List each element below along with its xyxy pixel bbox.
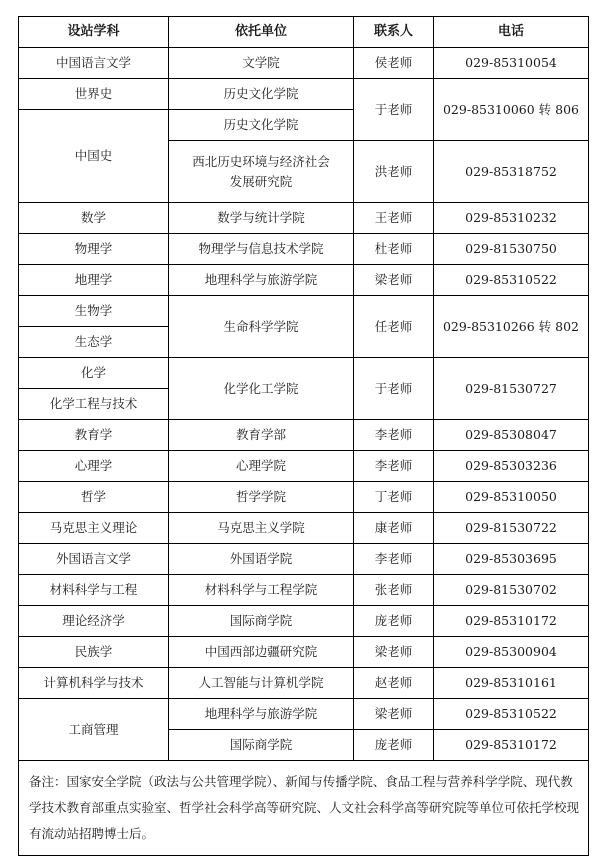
phone-cell: 029-85308047 (434, 420, 589, 451)
discipline-cell: 理论经济学 (19, 606, 169, 637)
table-row (19, 544, 589, 575)
table-row (19, 420, 589, 451)
discipline-cell: 数学 (19, 203, 169, 234)
contact-cell: 赵老师 (354, 668, 434, 699)
unit-cell: 人工智能与计算机学院 (169, 668, 354, 699)
phone-cell: 029-85310054 (434, 48, 589, 79)
unit-cell: 历史文化学院 (169, 79, 354, 110)
contact-cell: 李老师 (354, 420, 434, 451)
discipline-cell: 民族学 (19, 637, 169, 668)
unit-cell: 历史文化学院 (169, 110, 354, 141)
phone-cell: 029-85303695 (434, 544, 589, 575)
table-row (19, 265, 589, 296)
header-contact: 联系人 (354, 17, 434, 48)
contact-cell: 庞老师 (354, 730, 434, 761)
unit-cell: 文学院 (169, 48, 354, 79)
unit-cell: 地理科学与旅游学院 (169, 265, 354, 296)
unit-cell: 数学与统计学院 (169, 203, 354, 234)
unit-cell: 物理学与信息技术学院 (169, 234, 354, 265)
phone-cell: 029-85310172 (434, 606, 589, 637)
phone-cell: 029-85310522 (434, 699, 589, 730)
note-text: 备注：国家安全学院（政法与公共管理学院）、新闻与传播学院、食品工程与营养科学学院、现代教学技术教育部重点实验室、哲学社会科学高等研究院、人文社会科学高等研究院等单位可依托学校现有流动站招聘博士后。 (19, 761, 589, 856)
table-row (19, 606, 589, 637)
unit-cell: 外国语学院 (169, 544, 354, 575)
discipline-cell: 外国语言文学 (19, 544, 169, 575)
contact-cell: 庞老师 (354, 606, 434, 637)
discipline-cell: 物理学 (19, 234, 169, 265)
phone-cell: 029-85300904 (434, 637, 589, 668)
discipline-cell: 世界史 (19, 79, 169, 110)
table-row (19, 48, 589, 79)
phone-cell: 029-81530702 (434, 575, 589, 606)
contact-cell: 于老师 (354, 79, 434, 141)
discipline-cell: 生态学 (19, 327, 169, 358)
table-row (19, 699, 589, 730)
contact-cell: 丁老师 (354, 482, 434, 513)
phone-cell: 029-85310161 (434, 668, 589, 699)
header-unit: 依托单位 (169, 17, 354, 48)
phone-cell: 029-85310050 (434, 482, 589, 513)
unit-cell: 西北历史环境与经济社会发展研究院 (169, 141, 354, 203)
contact-cell: 梁老师 (354, 637, 434, 668)
unit-cell: 材料科学与工程学院 (169, 575, 354, 606)
phone-cell: 029-85310232 (434, 203, 589, 234)
unit-cell: 国际商学院 (169, 730, 354, 761)
unit-cell: 教育学部 (169, 420, 354, 451)
unit-cell: 地理科学与旅游学院 (169, 699, 354, 730)
table-row (19, 575, 589, 606)
phone-cell: 029-85310172 (434, 730, 589, 761)
discipline-cell: 工商管理 (19, 699, 169, 761)
phone-cell: 029-85310522 (434, 265, 589, 296)
contact-cell: 洪老师 (354, 141, 434, 203)
discipline-cell: 马克思主义理论 (19, 513, 169, 544)
table-row (19, 234, 589, 265)
contact-cell: 张老师 (354, 575, 434, 606)
table-row (19, 296, 589, 327)
unit-cell: 化学化工学院 (169, 358, 354, 420)
contact-cell: 任老师 (354, 296, 434, 358)
discipline-cell: 心理学 (19, 451, 169, 482)
unit-cell: 马克思主义学院 (169, 513, 354, 544)
phone-cell: 029-85303236 (434, 451, 589, 482)
phone-cell: 029-81530750 (434, 234, 589, 265)
discipline-cell: 中国语言文学 (19, 48, 169, 79)
discipline-cell: 中国史 (19, 110, 169, 203)
contact-cell: 李老师 (354, 451, 434, 482)
unit-cell: 中国西部边疆研究院 (169, 637, 354, 668)
table-row (19, 79, 589, 110)
unit-cell: 哲学学院 (169, 482, 354, 513)
discipline-cell: 地理学 (19, 265, 169, 296)
note-row (19, 761, 589, 856)
unit-cell: 生命科学学院 (169, 296, 354, 358)
header-discipline: 设站学科 (19, 17, 169, 48)
table-row (19, 637, 589, 668)
phone-cell: 029-81530727 (434, 358, 589, 420)
discipline-cell: 材料科学与工程 (19, 575, 169, 606)
unit-cell: 国际商学院 (169, 606, 354, 637)
contact-cell: 杜老师 (354, 234, 434, 265)
header-phone: 电话 (434, 17, 589, 48)
table-row (19, 482, 589, 513)
contact-cell: 王老师 (354, 203, 434, 234)
contact-cell: 侯老师 (354, 48, 434, 79)
contact-cell: 康老师 (354, 513, 434, 544)
discipline-cell: 生物学 (19, 296, 169, 327)
contact-cell: 李老师 (354, 544, 434, 575)
table-row (19, 513, 589, 544)
contact-cell: 于老师 (354, 358, 434, 420)
phone-cell: 029-85310266 转 802 (434, 296, 589, 358)
discipline-cell: 计算机科学与技术 (19, 668, 169, 699)
table-row (19, 451, 589, 482)
contact-cell: 梁老师 (354, 699, 434, 730)
postdoc-station-table (18, 16, 589, 856)
phone-cell: 029-81530722 (434, 513, 589, 544)
discipline-cell: 化学工程与技术 (19, 389, 169, 420)
table-row (19, 668, 589, 699)
phone-cell: 029-85310060 转 806 (434, 79, 589, 141)
discipline-cell: 化学 (19, 358, 169, 389)
discipline-cell: 哲学 (19, 482, 169, 513)
table-row (19, 203, 589, 234)
discipline-cell: 教育学 (19, 420, 169, 451)
unit-cell: 心理学院 (169, 451, 354, 482)
contact-cell: 梁老师 (354, 265, 434, 296)
table-row (19, 358, 589, 389)
table-header-row (19, 17, 589, 48)
phone-cell: 029-85318752 (434, 141, 589, 203)
